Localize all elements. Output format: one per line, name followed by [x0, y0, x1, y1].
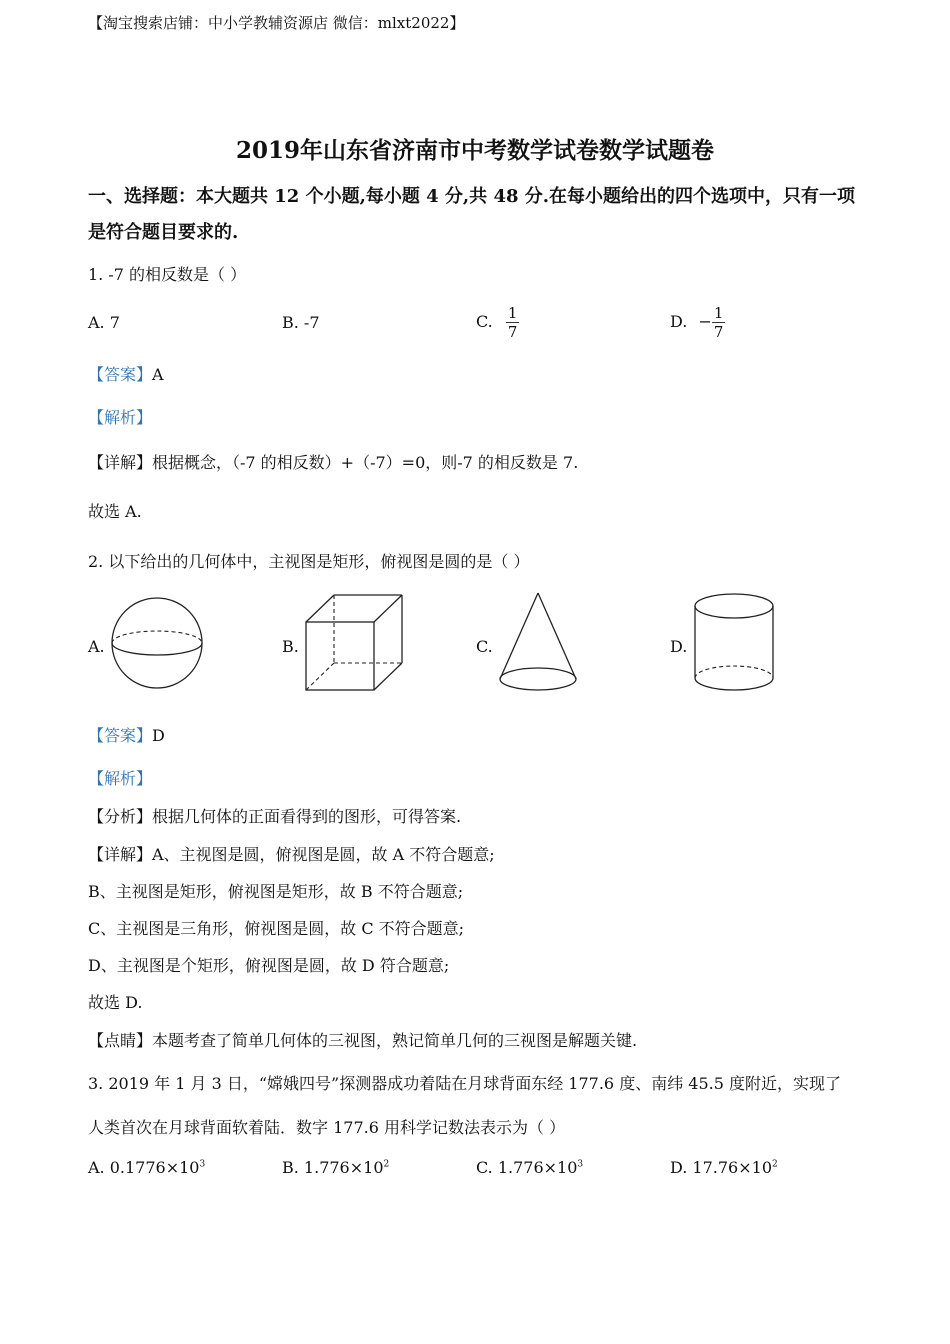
q1-option-b: B. -7	[282, 313, 320, 332]
q2-detail-4: D、主视图是个矩形，俯视图是圆，故 D 符合题意;	[88, 956, 450, 975]
q2-option-b-label: B.	[282, 637, 299, 656]
q1-option-d-fraction	[712, 304, 726, 341]
q1-option-c-fraction	[506, 304, 520, 341]
q1-answer-value: A	[152, 365, 164, 384]
q1-option-d-denominator: 7	[713, 323, 724, 341]
q2-detail-2: B、主视图是矩形，俯视图是矩形，故 B 不符合题意;	[88, 882, 464, 901]
q3-option-c-text: C. 1.776×10	[476, 1158, 578, 1177]
q3-option-c-exponent: 3	[577, 1159, 584, 1170]
q2-answer-value: D	[152, 726, 165, 745]
q3-option-a	[88, 1158, 205, 1177]
q1-detail: 【详解】根据概念，（-7 的相反数）+（-7）=0，则-7 的相反数是 7.	[88, 453, 579, 472]
q1-option-d-label: D.	[670, 312, 688, 331]
cylinder-figure	[694, 592, 776, 696]
sphere-figure	[110, 596, 206, 692]
q2-dianjing: 【点睛】本题考查了简单几何体的三视图，熟记简单几何的三视图是解题关键.	[88, 1031, 638, 1050]
page-header: 【淘宝搜索店铺：中小学教辅资源店 微信：mlxt2022】	[88, 14, 465, 32]
q1-option-d	[670, 304, 725, 341]
q2-answer	[88, 723, 165, 746]
q1-stem: 1. -7 的相反数是（ ）	[88, 265, 247, 284]
page-title: 2019年山东省济南市中考数学试卷数学试题卷	[235, 137, 714, 164]
q1-answer	[88, 362, 164, 385]
cube-figure	[305, 594, 405, 692]
q2-conclusion: 故选 D.	[88, 993, 143, 1012]
q1-option-c-denominator: 7	[507, 323, 518, 341]
q2-option-d-label: D.	[670, 637, 688, 656]
q3-option-d-exponent: 2	[772, 1159, 778, 1170]
q2-answer-tag: 【答案】	[88, 726, 153, 745]
q3-option-b-exponent: 2	[383, 1159, 390, 1170]
q3-option-b-text: B. 1.776×10	[282, 1158, 384, 1177]
q1-option-d-numerator: 1	[713, 304, 724, 322]
q1-option-d-sign: −	[698, 312, 712, 331]
q2-option-a-label: A.	[88, 637, 105, 656]
q1-analysis-tag: 【解析】	[88, 408, 153, 427]
q1-conclusion: 故选 A.	[88, 502, 142, 521]
q3-option-b	[282, 1158, 389, 1177]
q3-option-c	[476, 1158, 583, 1177]
section-heading-line1: 一、选择题：本大题共 12 个小题,每小题 4 分,共 48 分.在每小题给出的四个选项中，只有一项	[88, 186, 856, 207]
q3-option-d	[670, 1158, 778, 1177]
q3-option-a-text: A. 0.1776×10	[88, 1158, 200, 1177]
q3-option-a-exponent: 3	[199, 1159, 206, 1170]
q2-detail-1: 【详解】A、主视图是圆，俯视图是圆，故 A 不符合题意;	[88, 845, 495, 864]
q3-stem-line1: 3. 2019 年 1 月 3 日，“嫦娥四号”探测器成功着陆在月球背面东经 177.6 度、南纬 45.5 度附近，实现了	[88, 1074, 841, 1093]
q2-analysis-tag: 【解析】	[88, 769, 153, 788]
q3-stem-line2: 人类首次在月球背面软着陆．数字 177.6 用科学记数法表示为（ ）	[88, 1118, 566, 1137]
q1-option-c-numerator: 1	[507, 304, 518, 322]
q2-stem: 2. 以下给出的几何体中，主视图是矩形，俯视图是圆的是（ ）	[88, 552, 530, 571]
q1-option-c	[476, 304, 519, 341]
section-heading-line2: 是符合题目要求的.	[88, 222, 239, 243]
q2-fenxi: 【分析】根据几何体的正面看得到的图形，可得答案.	[88, 807, 462, 826]
q2-detail-3: C、主视图是三角形，俯视图是圆，故 C 不符合题意;	[88, 919, 465, 938]
q2-option-c-label: C.	[476, 637, 493, 656]
q1-option-a: A. 7	[88, 313, 120, 332]
q3-option-d-text: D. 17.76×10	[670, 1158, 772, 1177]
q1-answer-tag: 【答案】	[88, 365, 153, 384]
q1-option-c-label: C.	[476, 312, 493, 331]
cone-figure	[498, 592, 580, 696]
